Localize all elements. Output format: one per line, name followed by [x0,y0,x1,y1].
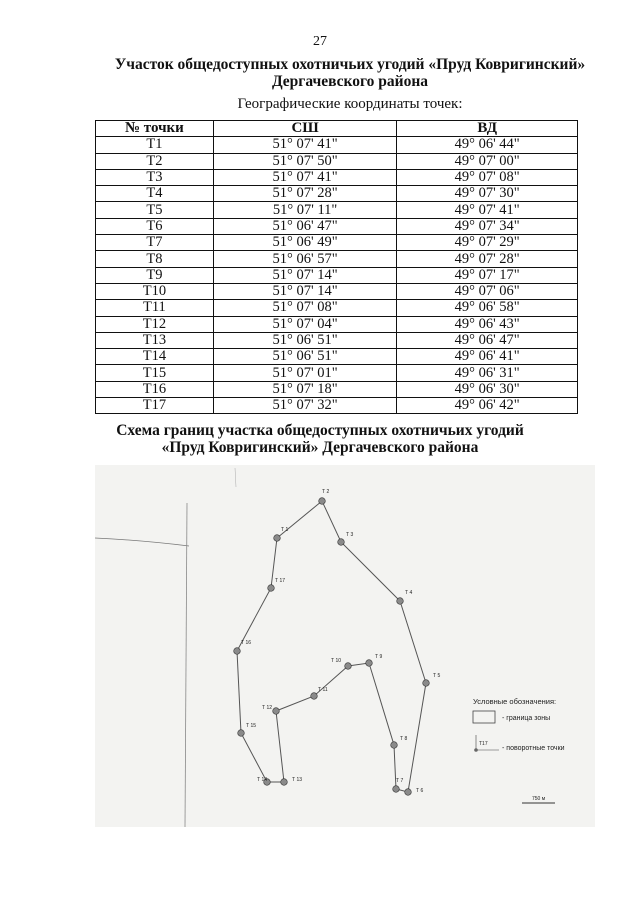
latitude-cell: 51° 07' 32" [213,398,397,414]
point-cell: Т13 [96,332,214,348]
legend-point-sample-label: Т17 [479,741,488,747]
point-cell: Т7 [96,235,214,251]
table-row [96,137,578,153]
turning-point-label: Т 1 [281,527,289,533]
page-number: 27 [313,34,327,49]
point-cell: Т3 [96,169,214,185]
map-title-line-1: Схема границ участка общедоступных охотничьих угодий [116,422,524,439]
turning-point-marker [366,660,373,667]
header-longitude: ВД [397,121,578,137]
table-row [96,381,578,397]
point-cell: Т2 [96,153,214,169]
point-cell: Т5 [96,202,214,218]
table-row [96,332,578,348]
turning-point-label: Т 5 [433,673,441,679]
table-row [96,186,578,202]
latitude-cell: 51° 07' 04" [213,316,397,332]
turning-point-label: Т 11 [318,687,328,693]
longitude-cell: 49° 07' 08" [397,169,578,185]
point-cell: Т6 [96,218,214,234]
longitude-cell: 49° 07' 00" [397,153,578,169]
table-row [96,218,578,234]
longitude-cell: 49° 07' 28" [397,251,578,267]
point-cell: Т10 [96,283,214,299]
boundary-map [95,465,595,827]
latitude-cell: 51° 07' 14" [213,283,397,299]
document-title [60,56,640,90]
table-row [96,251,578,267]
longitude-cell: 49° 06' 58" [397,300,578,316]
turning-point-marker [274,535,281,542]
longitude-cell: 49° 06' 30" [397,381,578,397]
point-cell: Т9 [96,267,214,283]
turning-point-label: Т 13 [292,777,303,783]
coordinates-caption: Географические координаты точек: [237,96,463,112]
table-row [96,202,578,218]
latitude-cell: 51° 06' 57" [213,251,397,267]
longitude-cell: 49° 07' 41" [397,202,578,218]
legend-point-marker [474,748,478,752]
title-line-2: Дергачевского района [271,73,429,90]
longitude-cell: 49° 07' 06" [397,283,578,299]
map-title [40,422,600,456]
legend-points-label: - поворотные точки [502,745,565,752]
point-cell: Т8 [96,251,214,267]
turning-point-marker [319,498,326,505]
turning-point-label: Т 9 [375,654,383,660]
map-svg [95,465,595,827]
header-latitude: СШ [213,121,397,137]
table-row [96,283,578,299]
turning-point-marker [338,539,345,546]
longitude-cell: 49° 07' 30" [397,186,578,202]
turning-point-label: Т 2 [322,489,330,495]
latitude-cell: 51° 06' 47" [213,218,397,234]
longitude-cell: 49° 06' 47" [397,332,578,348]
point-cell: Т15 [96,365,214,381]
longitude-cell: 49° 07' 29" [397,235,578,251]
longitude-cell: 49° 06' 42" [397,398,578,414]
latitude-cell: 51° 07' 14" [213,267,397,283]
point-cell: Т14 [96,349,214,365]
latitude-cell: 51° 07' 11" [213,202,397,218]
longitude-cell: 49° 06' 31" [397,365,578,381]
title-line-1: Участок общедоступных охотничьих угодий «Пруд Ковригинский» [114,56,586,73]
legend-boundary-label: - граница зоны [502,715,551,722]
latitude-cell: 51° 07' 01" [213,365,397,381]
turning-point-marker [238,730,245,737]
turning-point-label: Т 8 [400,736,408,742]
longitude-cell: 49° 06' 44" [397,137,578,153]
header-point-number: № точки [96,121,214,137]
turning-point-marker [273,708,280,715]
turning-point-label: Т 14 [257,777,268,783]
turning-point-marker [268,585,275,592]
turning-point-marker [391,742,398,749]
table-row [96,398,578,414]
latitude-cell: 51° 06' 51" [213,332,397,348]
turning-point-label: Т 10 [331,658,342,664]
turning-point-label: Т 17 [275,578,286,584]
turning-point-marker [397,598,404,605]
turning-point-label: Т 15 [246,723,257,729]
longitude-cell: 49° 06' 41" [397,349,578,365]
turning-point-label: Т 16 [241,640,252,646]
turning-point-marker [234,648,241,655]
longitude-cell: 49° 07' 34" [397,218,578,234]
point-cell: Т1 [96,137,214,153]
turning-point-label: Т 6 [416,788,424,794]
coordinates-table [95,120,578,414]
map-background [95,465,595,827]
scale-label: 750 м [532,796,546,802]
longitude-cell: 49° 06' 43" [397,316,578,332]
latitude-cell: 51° 07' 28" [213,186,397,202]
turning-point-label: Т 4 [405,590,413,596]
turning-point-marker [281,779,288,786]
table-header-row [96,121,578,137]
table-row [96,349,578,365]
point-cell: Т12 [96,316,214,332]
latitude-cell: 51° 07' 18" [213,381,397,397]
turning-point-label: Т 7 [396,778,404,784]
point-cell: Т16 [96,381,214,397]
turning-point-marker [393,786,400,793]
table-row [96,235,578,251]
point-cell: Т4 [96,186,214,202]
point-cell: Т11 [96,300,214,316]
turning-point-label: Т 3 [346,532,354,538]
table-row [96,169,578,185]
legend-title: Условные обозначения: [473,697,557,706]
latitude-cell: 51° 07' 50" [213,153,397,169]
turning-point-label: Т 12 [262,705,273,711]
turning-point-marker [405,789,412,796]
turning-point-marker [311,693,318,700]
latitude-cell: 51° 07' 41" [213,137,397,153]
latitude-cell: 51° 06' 51" [213,349,397,365]
turning-point-marker [345,663,352,670]
map-title-line-2: «Пруд Ковригинский» Дергачевского района [161,439,479,456]
table-row [96,316,578,332]
longitude-cell: 49° 07' 17" [397,267,578,283]
latitude-cell: 51° 07' 08" [213,300,397,316]
table-row [96,300,578,316]
table-row [96,267,578,283]
table-row [96,365,578,381]
latitude-cell: 51° 06' 49" [213,235,397,251]
latitude-cell: 51° 07' 41" [213,169,397,185]
turning-point-marker [423,680,430,687]
point-cell: Т17 [96,398,214,414]
table-row [96,153,578,169]
